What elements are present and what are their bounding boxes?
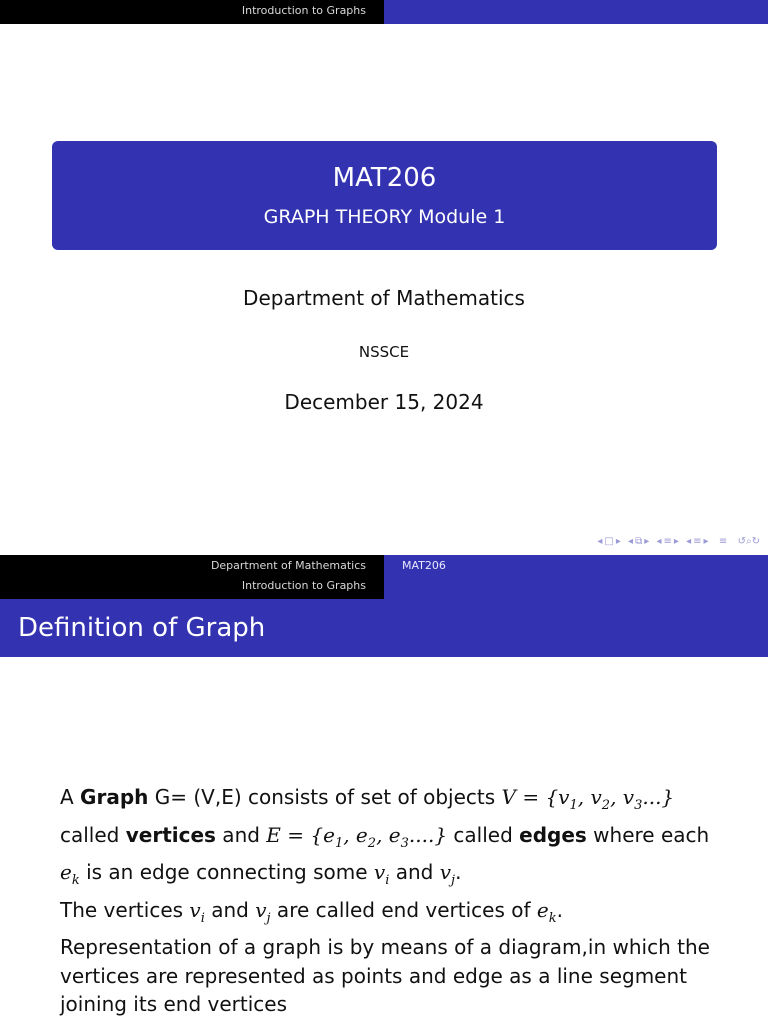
search-icon[interactable]: ↺⌕↻ xyxy=(737,536,760,547)
section-icon[interactable]: ≡ xyxy=(693,536,702,547)
definition-paragraph xyxy=(60,783,720,1019)
nav-prev-icon[interactable]: ◂ xyxy=(656,536,662,547)
end-vertices-text: The vertices $v_i$ and $v_j$ are called end vertices of $e_k$. xyxy=(60,897,563,926)
align-icon[interactable]: ≡ xyxy=(718,536,728,547)
nav-prev-icon[interactable]: ◂ xyxy=(597,536,603,547)
frame-icon[interactable]: □ xyxy=(604,536,614,547)
nav-next-icon[interactable]: ▸ xyxy=(673,536,679,547)
header-left-bar xyxy=(0,555,384,599)
nav-prev-icon[interactable]: ◂ xyxy=(686,536,692,547)
institute: NSSCE xyxy=(358,343,410,361)
nav-next-icon[interactable]: ▸ xyxy=(703,536,709,547)
subsection-icon[interactable]: ⧉ xyxy=(635,536,643,547)
representation-text: Representation of a graph is by means of a diagram,in which the vertices are represented as points and edge as a line segment joining its end vertices xyxy=(60,935,710,1016)
definition-text: A Graph G= (V,E) consists of set of objects $V = \{v_1$, $v_2$, $v_3$...} called vertices and $E = \{e_1$, $e_2$, $e_3$....} called edges where each $e_k$ is an edge connecting some $v_i$ and $v_j$. xyxy=(60,785,710,888)
date: December 15, 2024 xyxy=(284,390,484,414)
header-section-label: Introduction to Graphs xyxy=(241,579,366,592)
nav-next-icon[interactable]: ▸ xyxy=(615,536,621,547)
presentation-title: MAT206 xyxy=(332,163,437,193)
nav-prev-icon[interactable]: ◂ xyxy=(628,536,634,547)
definition-slide xyxy=(0,555,768,1024)
header-right-bar xyxy=(384,555,768,599)
edge-set: $E = \{e_1$, $e_2$, $e_3$....} xyxy=(266,822,448,851)
header-course-label: MAT206 xyxy=(402,559,446,572)
header-section-label: Introduction to Graphs xyxy=(241,4,366,17)
vertex-set: $V = \{v_1$, $v_2$, $v_3$...} xyxy=(501,785,675,813)
frame-title: Definition of Graph xyxy=(0,599,768,657)
header-right-bar xyxy=(384,0,768,24)
beamer-navigation xyxy=(597,536,760,547)
presentation-subtitle: GRAPH THEORY Module 1 xyxy=(263,206,506,228)
header-author-label: Department of Mathematics xyxy=(210,559,366,572)
header-left-bar xyxy=(0,0,384,24)
title-box xyxy=(52,141,717,250)
author: Department of Mathematics xyxy=(243,286,525,310)
nav-next-icon[interactable]: ▸ xyxy=(644,536,650,547)
section-icon[interactable]: ≡ xyxy=(663,536,672,547)
